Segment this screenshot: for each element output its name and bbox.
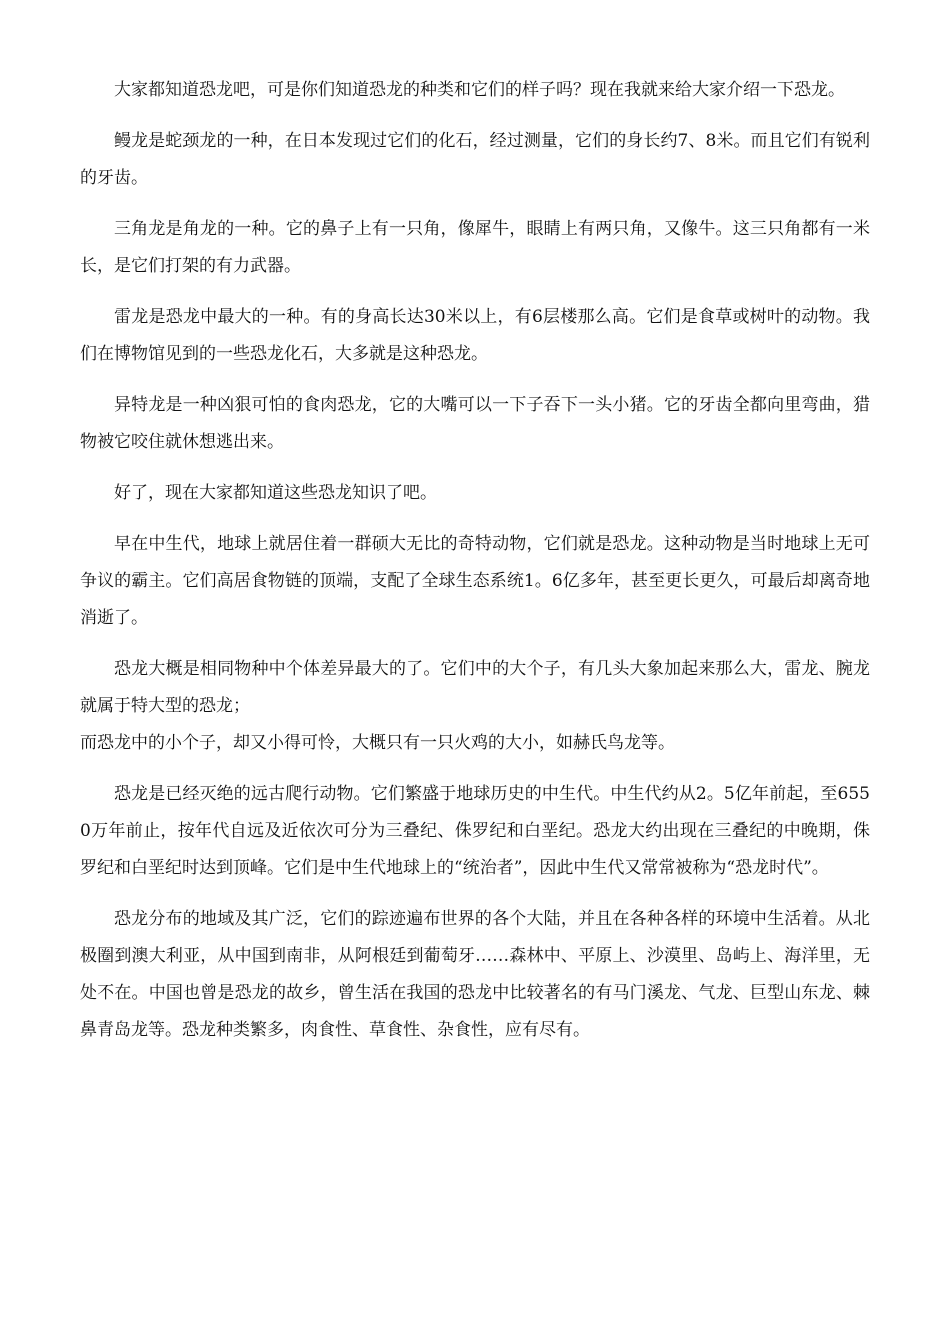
paragraph-size-difference: 恐龙大概是相同物种中个体差异最大的了。它们中的大个子，有几头大象加起来那么大，雷龙、腕龙就属于特大型的恐龙；: [80, 659, 870, 716]
paragraph-extinct-reptiles: 恐龙是已经灭绝的远古爬行动物。它们繁盛于地球历史的中生代。中生代约从2。5亿年前起，至6550万年前止，按年代自远及近依次可分为三叠纪、侏罗纪和白垩纪。恐龙大约出现在三叠纪的中晚期，侏罗纪和白垩纪时达到顶峰。它们是中生代地球上的“统治者”，因此中生代又常常被称为“恐龙时代”。: [80, 784, 870, 878]
paragraph-mesozoic: 早在中生代，地球上就居住着一群硕大无比的奇特动物，它们就是恐龙。这种动物是当时地球上无可争议的霸主。它们高居食物链的顶端，支配了全球生态系统1。6亿多年，甚至更长更久，可最后却离奇地消逝了。: [80, 534, 870, 628]
paragraph-allosaurus: 异特龙是一种凶狠可怕的食肉恐龙，它的大嘴可以一下子吞下一头小猪。它的牙齿全都向里弯曲，猎物被它咬住就休想逃出来。: [80, 395, 870, 452]
paragraph-small-dinosaurs: 而恐龙中的小个子，却又小得可怜，大概只有一只火鸡的大小，如赫氏鸟龙等。: [80, 733, 675, 753]
paragraph-closing: 好了，现在大家都知道这些恐龙知识了吧。: [114, 483, 437, 503]
paragraph-distribution: 恐龙分布的地域及其广泛，它们的踪迹遍布世界的各个大陆，并且在各种各样的环境中生活着。从北极圈到澳大利亚，从中国到南非，从阿根廷到葡萄牙……森林中、平原上、沙漠里、岛屿上、海洋里，无处不在。中国也曾是恐龙的故乡，曾生活在我国的恐龙中比较著名的有马门溪龙、气龙、巨型山东龙、棘鼻青岛龙等。恐龙种类繁多，肉食性、草食性、杂食性，应有尽有。: [80, 909, 870, 1040]
document-body: [80, 72, 870, 1063]
paragraph-intro: 大家都知道恐龙吧，可是你们知道恐龙的种类和它们的样子吗？现在我就来给大家介绍一下恐龙。: [114, 80, 845, 100]
paragraph-brontosaurus: 雷龙是恐龙中最大的一种。有的身高长达30米以上，有6层楼那么高。它们是食草或树叶的动物。我们在博物馆见到的一些恐龙化石，大多就是这种恐龙。: [80, 307, 870, 364]
paragraph-triceratops: 三角龙是角龙的一种。它的鼻子上有一只角，像犀牛，眼睛上有两只角，又像牛。这三只角都有一米长，是它们打架的有力武器。: [80, 219, 870, 276]
paragraph-eel-dragon: 鳗龙是蛇颈龙的一种，在日本发现过它们的化石，经过测量，它们的身长约7、8米。而且它们有锐利的牙齿。: [80, 131, 870, 188]
